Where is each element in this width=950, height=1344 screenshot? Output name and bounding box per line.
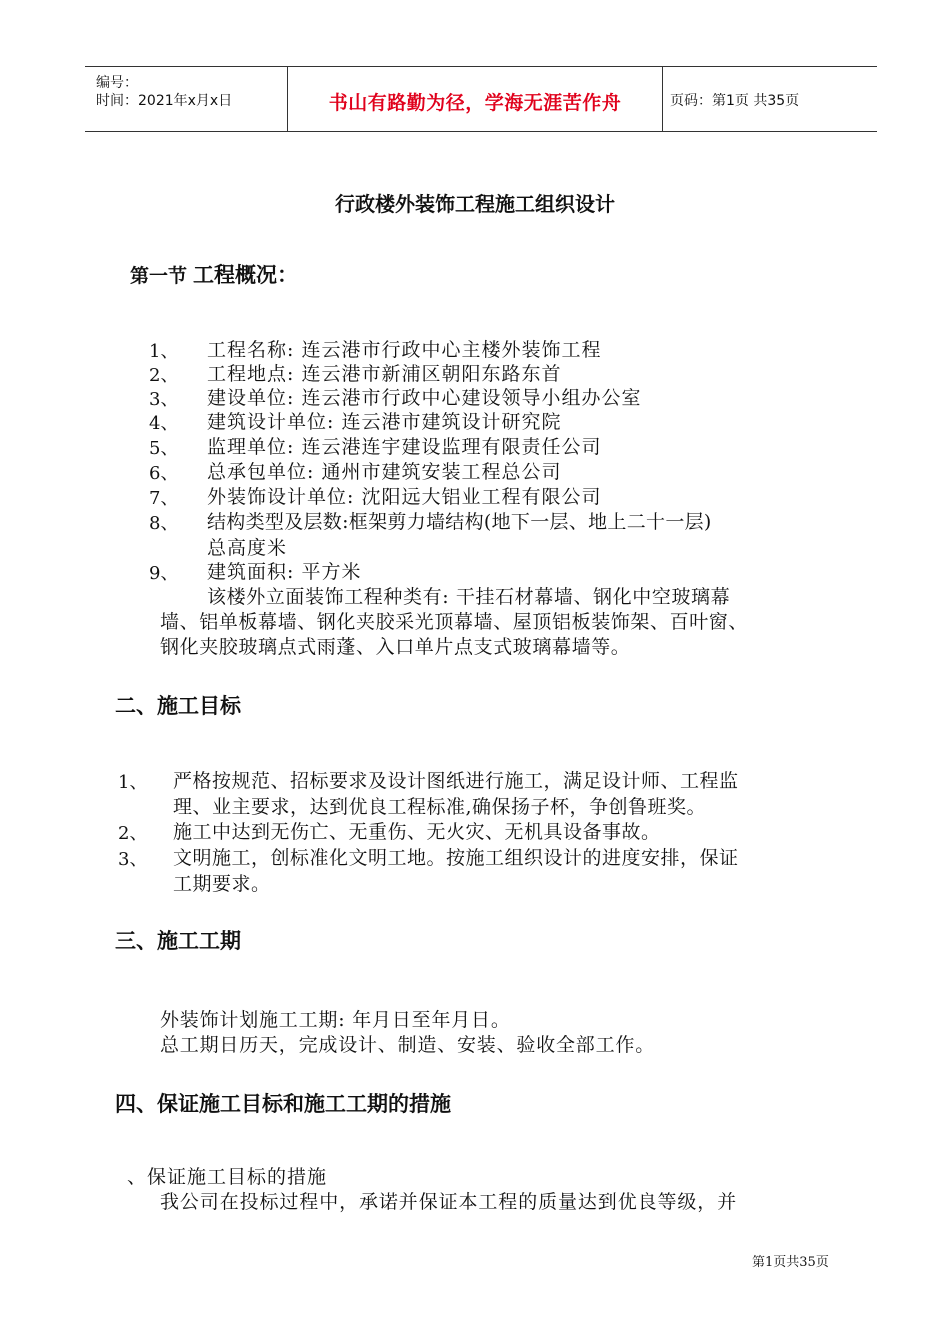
overview-item: 监理单位: 连云港连宇建设监理有限责任公司: [207, 436, 602, 458]
document-title: 行政楼外装饰工程施工组织设计: [335, 192, 615, 216]
goal-item: 施工中达到无伤亡、无重伤、无火灾、无机具设备事故。: [173, 821, 661, 843]
page-header: [85, 66, 877, 132]
overview-number: 8、: [149, 513, 179, 534]
goal-number: 3、: [118, 849, 148, 870]
overview-paragraph-line: 钢化夹胶玻璃点式雨蓬、入口单片点支式玻璃幕墙等。: [160, 636, 631, 658]
header-page-cell: [662, 67, 877, 131]
section-3-heading: 三、施工工期: [115, 929, 241, 953]
overview-number: 4、: [149, 413, 179, 434]
overview-number: 5、: [149, 438, 179, 459]
goal-item: 严格按规范、招标要求及设计图纸进行施工，满足设计师、工程监: [173, 770, 739, 792]
overview-item: 工程名称: 连云港市行政中心主楼外装饰工程: [207, 339, 602, 361]
measures-heading: 、保证施工目标的措施: [127, 1166, 328, 1188]
section-1-title: 工程概况：: [193, 263, 299, 287]
number-label: 编号：: [96, 75, 138, 91]
motto-text: 书山有路勤为径，学海无涯苦作舟: [328, 92, 622, 114]
overview-item: 总承包单位: 通州市建筑安装工程总公司: [207, 461, 562, 483]
time-label: 时间：2021年x月x日: [96, 93, 233, 109]
section-4-heading: 四、保证施工目标和施工工期的措施: [115, 1092, 451, 1116]
goal-number: 1、: [118, 772, 148, 793]
overview-item: 结构类型及层数:框架剪力墙结构(地下一层、地上二十一层): [207, 511, 712, 533]
header-info-cell: [85, 67, 287, 131]
overview-item: 工程地点: 连云港市新浦区朝阳东路东首: [207, 363, 562, 385]
overview-paragraph-line: 墙、铝单板幕墙、钢化夹胶采光顶幕墙、屋顶铝板装饰架、百叶窗、: [160, 611, 749, 633]
overview-number: 3、: [149, 389, 179, 410]
overview-item: 外装饰设计单位: 沈阳远大铝业工程有限公司: [207, 486, 602, 508]
goal-number: 2、: [118, 823, 148, 844]
page-number-label: 页码：第1页 共35页: [670, 93, 800, 109]
goal-item-continued: 理、业主要求，达到优良工程标准,确保扬子杯，争创鲁班奖。: [173, 796, 707, 818]
header-motto-cell: [287, 67, 663, 131]
overview-number: 1、: [149, 341, 179, 362]
section-1-heading: [130, 259, 298, 289]
overview-number: 2、: [149, 365, 179, 386]
overview-item: 建筑面积: 平方米: [207, 561, 362, 583]
overview-item: 建筑设计单位: 连云港市建筑设计研究院: [207, 411, 562, 433]
section-1-prefix: 第一节: [130, 265, 188, 287]
goal-item-continued: 工期要求。: [173, 873, 271, 895]
overview-number: 9、: [149, 563, 179, 584]
schedule-line: 总工期日历天，完成设计、制造、安装、验收全部工作。: [160, 1034, 656, 1056]
overview-number: 6、: [149, 463, 179, 484]
overview-item-continued: 总高度米: [207, 537, 288, 559]
overview-paragraph-line: 该楼外立面装饰工程种类有: 干挂石材幕墙、钢化中空玻璃幕: [207, 586, 731, 608]
goal-item: 文明施工，创标准化文明工地。按施工组织设计的进度安排，保证: [173, 847, 739, 869]
overview-item: 建设单位: 连云港市行政中心建设领导小组办公室: [207, 387, 642, 409]
section-2-heading: 二、施工目标: [115, 694, 241, 718]
overview-number: 7、: [149, 488, 179, 509]
measures-text: 我公司在投标过程中，承诺并保证本工程的质量达到优良等级，并: [160, 1191, 738, 1213]
schedule-line: 外装饰计划施工工期: 年月日至年月日。: [160, 1009, 511, 1031]
page-footer: 第1页共35页: [752, 1255, 829, 1270]
